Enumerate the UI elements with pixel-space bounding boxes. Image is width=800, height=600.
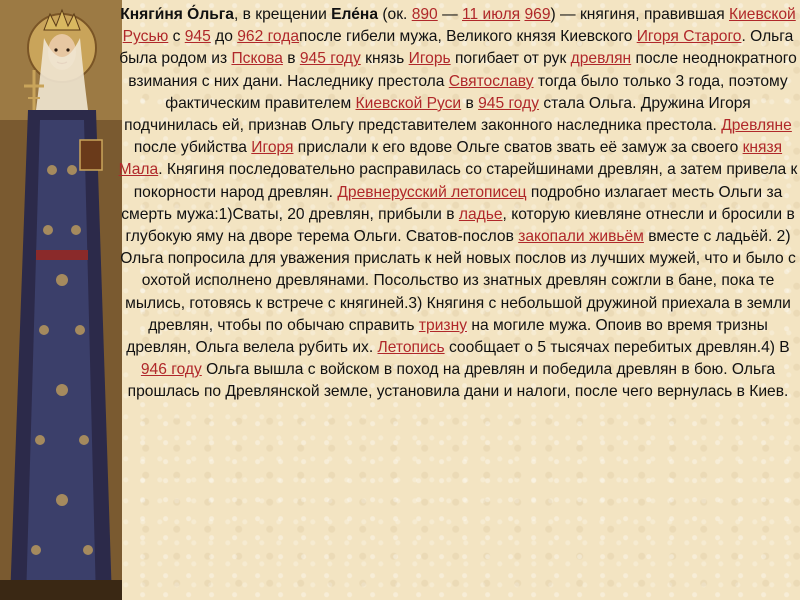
text: до [210,28,238,46]
title-name: Княги́ня О́льга [120,6,234,23]
text: погибает от рук [450,50,571,68]
text: — [437,6,462,23]
link-igorya[interactable]: Игоря [251,139,294,157]
link-945-year[interactable]: 945 году [299,50,361,68]
text: , которую киевляне отнесли и бросили в глубокую яму на дворе терема Ольги. Сватов-послов [125,205,795,246]
text: стала Ольга. Дружина Игоря подчинилась ей, признав Ольгу представителем законного наследника престола. [124,94,751,135]
link-svyatoslav[interactable]: Святославу [448,72,534,90]
link-chronicle[interactable]: Летопись [377,339,445,357]
baptismal-name: Еле́на [331,6,379,23]
link-igor-old[interactable]: Игоря Старого [636,28,742,46]
article-text [118,4,798,404]
text: , в крещении [233,6,332,23]
text: подробно излагает месть Ольги за смерть мужа:1)Сваты, 20 древлян, прибыли в [121,183,783,223]
text: сообщает о 5 тысячах перебитых древлян.4) В [444,339,790,357]
link-kievan-rus[interactable]: Киевской Русью [122,6,796,46]
link-prince-mal[interactable]: князя Мала [118,139,783,179]
link-945-year-2[interactable]: 945 году [478,94,540,112]
link-ladya[interactable]: ладье [458,205,503,223]
link-962[interactable]: 962 года [237,28,300,46]
text: (ок. [378,6,412,23]
link-pskov[interactable]: Пскова [231,50,283,68]
text: ) — княгиня, правившая [550,6,729,23]
text: после убийства [133,139,252,157]
link-945[interactable]: 945 [184,28,211,46]
link-trizna[interactable]: тризну [418,316,467,334]
link-969[interactable]: 969 [524,6,551,23]
text: в [282,50,300,68]
link-igor[interactable]: Игорь [408,50,451,68]
link-drevlyane[interactable]: Древляне [721,117,792,135]
text: после гибели мужа, Великого князя Киевского [299,28,637,46]
link-kievan-rus-2[interactable]: Киевской Руси [355,94,462,112]
link-drevlyans[interactable]: древлян [570,50,632,68]
text: тогда было только 3 года, поэтому фактическим правителем [165,72,788,112]
text: князь [360,50,409,68]
text: с [168,28,185,46]
text: после неоднократного взимания с них дани. Наследнику престола [128,50,797,90]
text: вместе с ладьёй. 2) Ольга попросила для уважения прислать к ней новых послов из лучших мужей, что и было с охотой исполнено древлянами. Посольство из знатных древлян сожгли в бане, пока те мылись, готовясь к встрече с княгиней.3) Княгиня с небольшой дружиной приехала в земли древлян, чтобы по обычаю справить [120,228,796,334]
link-buried-alive[interactable]: закопали живьём [518,228,644,246]
link-890[interactable]: 890 [411,6,438,23]
text: . Княгиня последовательно расправилась со старейшинами древлян, а затем привела к покорности народ древлян. [133,161,798,201]
link-chronicler[interactable]: Древнерусский летописец [337,183,527,201]
olga-portrait-image [0,0,122,600]
text: . Ольга была родом из [119,28,794,68]
text: прислали к его вдове Ольге сватов звать её замуж за своего [293,139,743,157]
text: в [461,94,479,112]
link-11-july[interactable]: 11 июля [462,6,521,23]
text: Ольга вышла с войском в поход на древлян и победила древлян в бою. Ольга прошлась по Древлянской земле, установила дани и налоги, после чего вернулась в Киев. [127,361,789,401]
link-946[interactable]: 946 году [140,361,202,379]
text: на могиле мужа. Опоив во время тризны древлян, Ольга велела рубить их. [126,316,768,357]
